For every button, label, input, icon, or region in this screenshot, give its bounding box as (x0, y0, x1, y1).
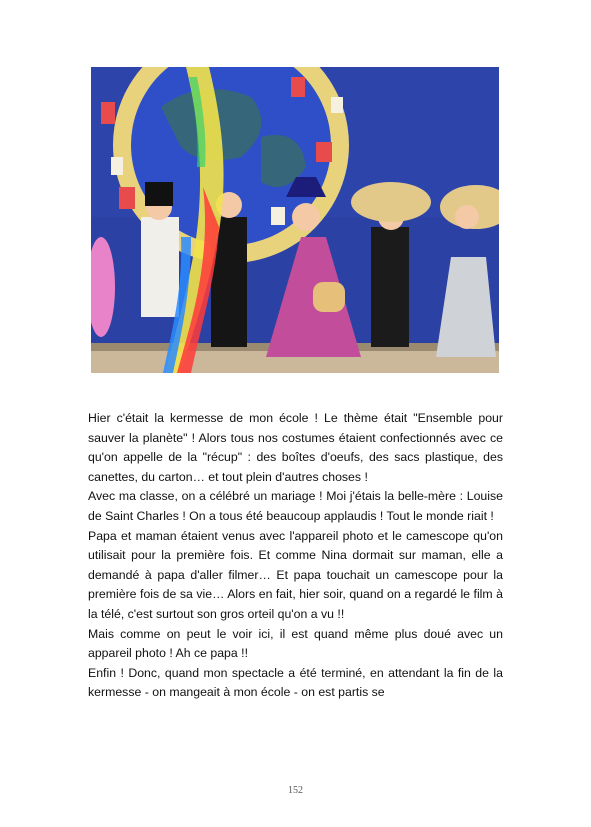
kermesse-photo (91, 67, 499, 373)
paragraph-1: Hier c'était la kermesse de mon école ! Le thème était "Ensemble pour sauver la planète" ! Alors tous nos costumes étaient confectionnés avec ce qu'on appelle de la "récup" : des boîtes d'oeufs, des sacs plastique, des canettes, du carton… et tout plein d'autres choses ! (88, 411, 503, 484)
photo-illustration (91, 67, 499, 373)
page-number: 152 (288, 785, 303, 796)
paragraph-4: Mais comme on peut le voir ici, il est quand même plus doué avec un appareil photo ! Ah ce papa !! (88, 626, 503, 661)
story-text (88, 409, 503, 703)
paragraph-3: Papa et maman étaient venus avec l'appareil photo et le camescope qu'on utilisait pour la première fois. Et comme Nina dormait sur maman, elle a demandé à papa d'aller filmer… Et papa touchait un camescope pour la première fois de sa vie… Alors en fait, hier soir, quand on a regardé le film à la télé, c'est surtout son gros orteil qu'on a vu !! (88, 528, 503, 621)
paragraph-2: Avec ma classe, on a célébré un mariage ! Moi j'étais la belle-mère : Louise de Saint Charles ! On a tous été beaucoup applaudis ! Tout le monde riait ! (88, 489, 503, 523)
paragraph-5: Enfin ! Donc, quand mon spectacle a été terminé, en attendant la fin de la kermesse - on mangeait à mon école - on est partis se (88, 665, 503, 700)
